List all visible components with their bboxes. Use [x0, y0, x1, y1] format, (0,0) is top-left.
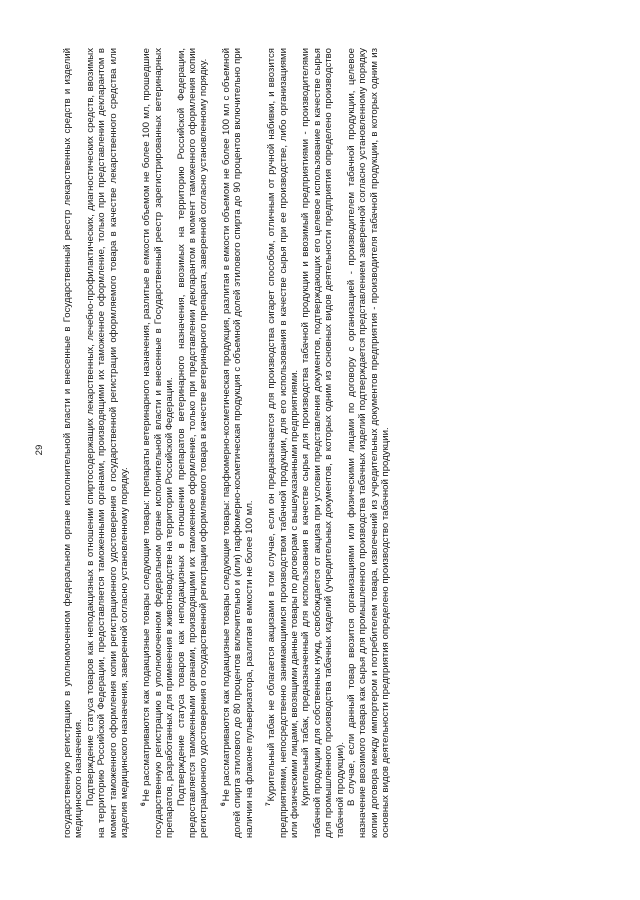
paragraph-text: В случае, если данный товар ввозится организациями или физическими лицами по договору с организацией - производителем табачной продукции, целевое назначение ввозимого товара как сырья для промышленного производства табачных изделий подтверждается представлением заверенной согласно установленному порядку копии договора между импортером и потребителем товара, извлечений из учредительных документов предприятия - производителя табачной продукции, в которых одним из основных видов деятельности предприятия определено производство табачной продукции.: [345, 48, 392, 838]
footnote-6-veterinary: [141, 48, 175, 838]
paragraph-text: Курительный табак, предназначенный для использования в качестве сырья для производства табачной продукции и ввозимый предприятиями - производителями табачной продукции для собственных нужд, освобождается от акциза при условии представления документов, подтверждающих его целевое использование в качестве сырья для промышленного производства табачных изделий (учредительных документов, в которых одним из основных видов деятельности предприятия определено производство табачной продукции).: [300, 48, 346, 838]
footnote-text: Курительный табак не облагается акцизами в том случае, если он предназначается для производства сигарет способом, отличным от ручной набивки, и ввозится предприятиями, непосредственно занимающимися производством табачной продукции, для его использования в качестве сырья при ее производстве, либо организациями или физическими лицами, ввозящими данные товары по договорам с вышеуказанными предприятиями.: [266, 48, 300, 838]
paragraph-tobacco-contract: [346, 48, 392, 838]
footnote-marker: 6: [219, 802, 227, 806]
paragraph-confirm-medicinal: [85, 48, 131, 838]
footnote-text: Не рассматриваются как подакцизные товары следующие товары: парфюмерно-косметическая продукция, разлитая в емкости объемом не более 100 мл с объемной долей спирта этилового до 80 процентов включительно и (или) парфюмерно-косметическая продукция с объемной долей этилового спирта до 90 процентов включительно при наличии на флаконе пульверизатора, разлитая в емкости не более 100 мл.: [220, 48, 255, 838]
page-number: 29: [34, 444, 45, 456]
paragraph-text: государственную регистрацию в уполномоченном федеральном органе исполнительной власти и внесенные в Государственный реестр лекарственных средств и изделий медицинского назначения.: [62, 48, 85, 838]
footnote-marker: 6: [140, 802, 148, 806]
footnote-marker: 7: [265, 802, 273, 806]
paragraph-continuation: [62, 48, 85, 838]
text-body: [62, 48, 392, 838]
paragraph-tobacco-raw-material: [300, 48, 346, 838]
footnote-text: Не рассматриваются как подакцизные товары следующие товары: препараты ветеринарного назначения, разлитые в емкости объемом не более 100 мл, прошедшие государственную регистрацию в уполномоченном федеральном органе исполнительной власти и внесенные в Государственный реестр зарегистрированных ветеринарных препаратов, разработанных для применения в животноводстве на территории Российской Федерации.: [141, 48, 176, 838]
paragraph-text: Подтверждение статуса товаров как неподакцизных в отношении препаратов ветеринарного назначения, ввозимых на территорию Российской Федерации, предоставляется таможенными органами, производящими их таможенное оформление, только при представлении декларантом в момент таможенного оформления копии регистрационного удостоверения о государственной регистрации оформляемого товара в качестве ветеринарного препарата, заверенной согласно установленному порядку.: [175, 48, 210, 838]
footnote-7-tobacco: [266, 48, 300, 838]
paragraph-text: Подтверждение статуса товаров как неподакцизных в отношении спиртосодержащих лекарственных, лечебно-профилактических, диагностических средств, ввозимых на территорию Российской Федерации, предоставляется таможенными органами, производящими их таможенное оформление, только при представлении декларантом в момент таможенного оформления копии регистрационного удостоверения о государственной регистрации оформляемого товара в качестве лекарственного средства или изделия медицинского назначения, заверенной согласно установленному порядку.: [84, 48, 131, 838]
footnote-6-perfume: [221, 48, 255, 838]
paragraph-confirm-veterinary: [176, 48, 210, 838]
